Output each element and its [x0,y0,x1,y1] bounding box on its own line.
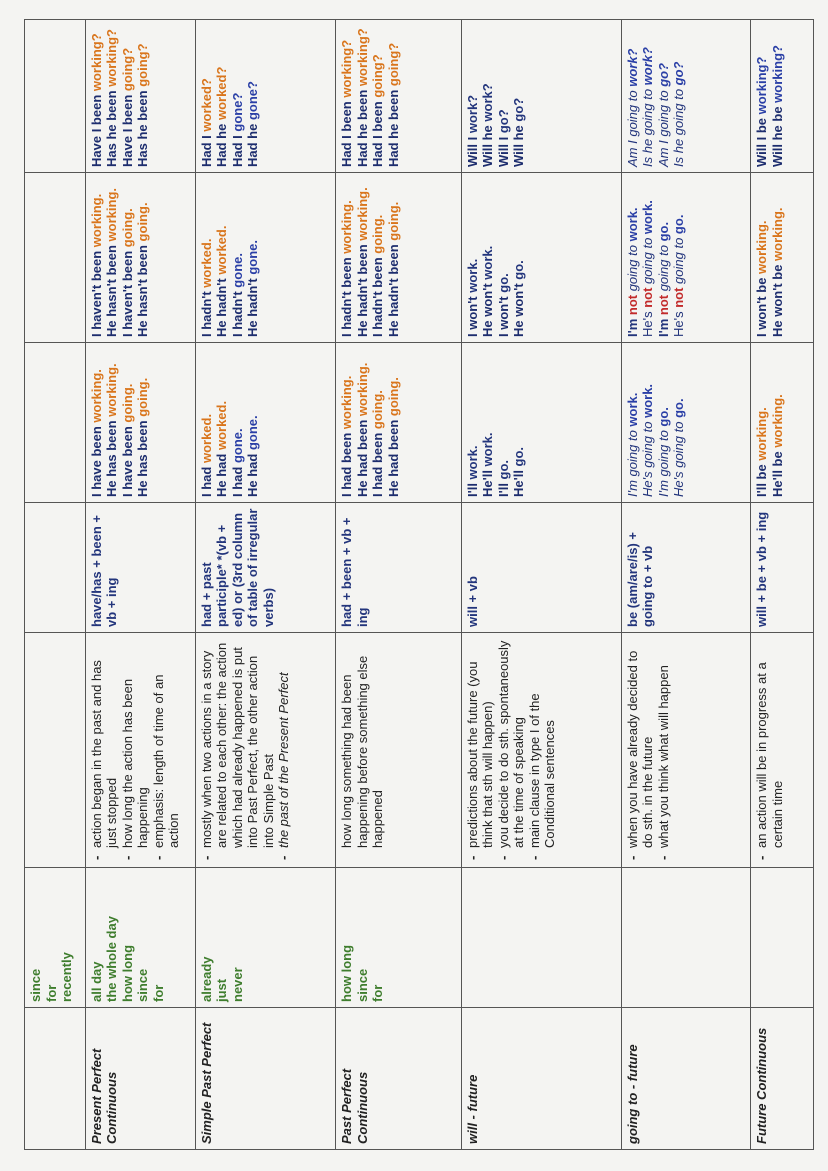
example-text: He'll [480,466,496,497]
example-text: I won't [464,292,480,337]
example-verb: go. [511,446,527,467]
signal-word: the whole day [104,916,120,1002]
positive-cell [195,343,336,503]
example-text: Will he be [769,102,785,167]
question-cell [621,20,751,173]
negative-cell [195,173,336,343]
example-text: Will I [464,133,480,167]
use-item: - you decide to do sth. spontaneously at the time of speaking [496,638,527,848]
example-text: I had been [370,429,386,497]
example-verb: worked. [214,225,230,275]
signal-words-cell [195,868,336,1008]
example-text: He's going to [640,417,656,497]
use-item: - an action will be in progress at a certain time [754,638,785,848]
example-verb: work. [464,445,480,480]
signal-words-cell [25,868,86,1008]
example-verb: going? [135,43,151,87]
example-verb: working. [769,394,785,448]
example-verb: worked? [214,66,230,121]
example-text: I have been [119,422,135,497]
table-row [85,20,195,1150]
form-cell: had + been + vb + ing [336,503,461,633]
use-item: - main clause in type I of the Conditional sentences [527,638,558,848]
tense-cell: going to - future [621,1008,751,1150]
example-verb: work. [480,245,496,280]
example-text: I won't [495,292,511,337]
table-row [25,20,86,1150]
example-verb: work? [464,94,480,134]
example-text: I had been [339,429,355,497]
example-verb: worked. [198,413,214,464]
example-verb: gone. [245,240,261,275]
example-text: going to [671,234,687,288]
negative-cell [751,173,814,343]
use-cell [25,633,86,868]
example-verb: worked. [214,400,230,451]
example-verb: working. [88,369,104,423]
form-cell: had + past participle* *(vb + ed) or (3rd column of table of irregular verbs) [195,503,336,633]
use-cell [336,633,461,868]
signal-word: for [150,984,166,1002]
example-text: Have I been [88,91,104,167]
example-text: I'll [495,479,511,497]
signal-words-cell [461,868,621,1008]
example-verb: go? [671,61,687,86]
example-verb: worked. [198,238,214,288]
example-verb: going. [385,377,401,417]
example-verb: work. [480,432,496,467]
example-verb: working. [339,375,355,430]
positive-cell [336,343,461,503]
example-verb: work. [640,383,656,418]
use-item: - when you have already decided to do sth. in the future [625,638,656,848]
tense-cell: Future Continuous [751,1008,814,1150]
example-text: He'll be [769,447,785,497]
signal-words-cell [336,868,461,1008]
example-text: going to [655,241,671,295]
positive-cell [25,343,86,503]
example-text: Am I going to [624,86,640,167]
example-verb: working? [769,45,785,103]
example-verb: go? [511,97,527,122]
example-verb: work? [480,83,496,122]
example-text: I hadn't [198,287,214,337]
example-verb: working? [339,39,355,98]
example-text: I haven't been [88,247,104,337]
use-cell [195,633,336,868]
example-text: Has he been [104,86,120,167]
example-negation: not [624,294,640,316]
signal-word: all day [88,961,104,1002]
tense-cell: Present Perfect Continuous [85,1008,195,1150]
signal-words-cell [85,868,195,1008]
example-text: I hadn't been [339,253,355,337]
use-item: - the past of the Present Perfect [276,638,292,848]
signal-word: since [28,968,43,1002]
example-negation: not [655,294,671,316]
example-verb: gone. [229,253,245,288]
example-verb: gone. [245,415,261,451]
example-text: Has he been [135,86,151,167]
example-text: He'll [511,466,527,497]
tenses-table [24,19,814,1150]
example-verb: working. [104,187,120,242]
example-text: I hadn't [229,287,245,337]
example-text: Will I be [754,114,770,167]
example-verb: working. [339,200,355,254]
use-item: - how long the action has been happening [120,638,151,848]
example-verb: work. [640,200,656,235]
example-verb: working? [754,56,770,115]
form-cell: be (am/are/is) + going to + vb [621,503,751,633]
example-verb: go. [655,407,671,427]
signal-word: since [135,968,151,1002]
signal-word: never [229,967,245,1002]
example-text: I'll [464,479,480,497]
example-verb: working. [354,362,370,417]
question-cell [25,20,86,173]
use-item: - predictions about the future (you think that sth will happen) [465,638,496,848]
example-text: He hadn't been [385,240,401,337]
example-verb: working? [104,29,120,87]
example-verb: go. [671,214,687,235]
question-cell [195,20,336,173]
signal-word: for [370,984,386,1002]
tense-cell: Past Perfect Continuous [336,1008,461,1150]
example-verb: go. [655,221,671,242]
table-row [461,20,621,1150]
signal-word: since [354,968,370,1002]
example-text: Had he been [385,86,401,167]
example-text: He had [245,450,261,497]
example-text: He had [214,450,230,497]
example-text: I'm [624,315,640,337]
example-text: Will I [495,133,511,167]
example-verb: going. [135,377,151,417]
example-negation: not [640,287,656,308]
example-text: Is he going to [640,85,656,167]
example-verb: go? [655,62,671,87]
example-text: I'm going to [624,426,640,497]
example-verb: going? [370,54,386,98]
use-cell [751,633,814,868]
example-verb: working. [769,207,785,261]
use-cell [461,633,621,868]
question-cell [336,20,461,173]
example-text: He's [640,307,656,337]
example-verb: go. [511,260,527,280]
example-text: He has been [104,416,120,497]
example-verb: go? [495,109,511,134]
form-cell: have/has + been + vb + ing [85,503,195,633]
example-verb: go. [495,459,511,480]
example-text: Had he [214,120,230,167]
example-text: Had he [245,120,261,167]
form-cell: will + vb [461,503,621,633]
example-text: Had I been [370,97,386,167]
example-verb: work? [640,47,656,86]
example-text: I'll be [754,460,770,497]
example-text: He's going to [671,417,687,497]
example-verb: working. [754,220,770,274]
example-verb: work. [624,392,640,427]
tense-cell: Simple Past Perfect [195,1008,336,1150]
example-verb: working. [88,193,104,248]
example-text: Am I going to [655,86,671,167]
use-cell [621,633,751,868]
example-text: I had [229,463,245,497]
example-text: He hasn't been [135,241,151,337]
question-cell [751,20,814,173]
signal-word: just [214,978,230,1002]
example-verb: work. [624,207,640,242]
tense-cell [25,1008,86,1150]
signal-words-cell [751,868,814,1008]
example-text: Will he [480,121,496,167]
use-item: - emphasis: length of time of an action [151,638,182,848]
example-text: I hadn't been [370,253,386,337]
table-row [336,20,461,1150]
example-verb: going. [370,390,386,430]
positive-cell [461,343,621,503]
example-text: going to [624,241,640,295]
signal-word: for [43,984,59,1002]
example-verb: go. [671,398,687,418]
example-verb: going. [135,202,151,242]
negative-cell [461,173,621,343]
example-verb: going. [370,214,386,254]
example-text: He's [671,307,687,337]
question-cell [85,20,195,173]
example-verb: working? [354,28,370,87]
example-verb: work. [464,258,480,293]
use-item: - mostly when two actions in a story are related to each other: the action which had already happened is put into Past Perfect, the other action into Simple Past [199,638,277,848]
signal-word: how long [119,944,135,1002]
negative-cell [621,173,751,343]
example-text: He hadn't [245,274,261,337]
use-item: - action began in the past and has just stopped [89,638,120,848]
example-verb: working. [104,363,120,417]
example-text: He won't [480,279,496,337]
example-text: Is he going to [671,85,687,167]
question-cell [461,20,621,173]
form-cell [25,503,86,633]
example-text: I haven't been [119,247,135,337]
signal-word: already [198,956,214,1002]
example-text: I have been [88,422,104,497]
negative-cell [336,173,461,343]
example-verb: going. [385,201,401,241]
use-cell [85,633,195,868]
example-text: I had [198,463,214,497]
positive-cell [621,343,751,503]
example-text: He won't [511,279,527,337]
signal-word: recently [59,952,74,1002]
example-text: He had been [385,416,401,497]
example-verb: working. [354,187,370,241]
rotated-grammar-table [24,20,814,1150]
negative-cell [25,173,86,343]
negative-cell [85,173,195,343]
table-row [195,20,336,1150]
example-text: Will he [511,121,527,167]
example-verb: worked? [198,78,214,132]
example-text: Had I [198,131,214,167]
example-text: I won't be [754,273,770,337]
use-item: how long something had been happening before something else happened [339,655,386,848]
positive-cell [751,343,814,503]
example-text: going to [640,234,656,288]
example-verb: going. [119,208,135,248]
form-text: will + be + vb + ing [754,511,770,627]
example-text: Had I been [339,97,355,167]
signal-word: how long [339,944,355,1002]
example-text: I'm [655,315,671,337]
example-text: Had I [229,131,245,167]
example-verb: going. [119,383,135,423]
example-text: He hadn't [214,274,230,337]
table-row [751,20,814,1150]
example-text: He hadn't been [354,240,370,337]
example-text: He hasn't been [104,241,120,337]
example-verb: go. [495,273,511,293]
use-item: - what you think what will happen [656,638,672,848]
example-negation: not [671,287,687,308]
example-verb: working. [754,407,770,461]
example-text: He had been [354,416,370,497]
example-verb: gone. [229,428,245,464]
example-text: Had he been [354,86,370,167]
example-verb: gone? [229,92,245,132]
form-cell [751,503,814,633]
example-verb: going? [119,47,135,92]
tense-cell: will - future [461,1008,621,1150]
positive-cell [85,343,195,503]
example-verb: gone? [245,81,261,121]
example-text: I'm going to [655,426,671,497]
example-verb: working? [88,33,104,92]
example-verb: going? [385,42,401,87]
example-text: He won't be [769,260,785,337]
signal-words-cell [621,868,751,1008]
example-text: Have I been [119,91,135,167]
example-text: He has been [135,416,151,497]
table-row [621,20,751,1150]
example-verb: work? [624,48,640,87]
